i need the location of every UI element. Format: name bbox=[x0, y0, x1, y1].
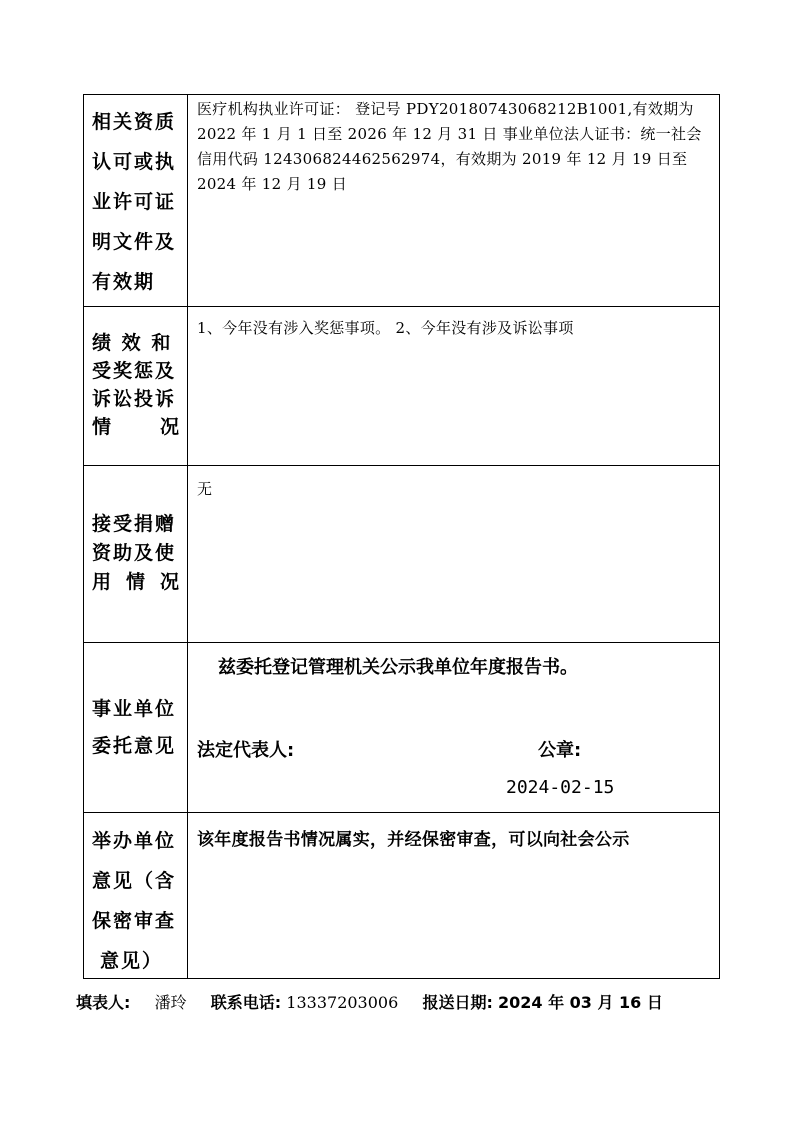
entrust-date: 2024-02-15 bbox=[506, 777, 615, 798]
donation-label-line: 用 情 况 bbox=[92, 571, 181, 593]
qualification-label-line: 相关资质 bbox=[92, 111, 177, 133]
label-cell-sponsor bbox=[84, 813, 188, 979]
label-cell-qualification bbox=[84, 95, 188, 307]
sponsor-label-line: 意见） bbox=[100, 950, 164, 972]
qualification-label-line: 认可或执 bbox=[92, 151, 177, 173]
content-cell-donation bbox=[188, 466, 720, 643]
content-cell-sponsor bbox=[188, 813, 720, 979]
content-cell-performance bbox=[188, 307, 720, 466]
label-cell-donation bbox=[84, 466, 188, 643]
donation-content: 无 bbox=[197, 480, 213, 498]
qualification-label-line: 业许可证 bbox=[92, 191, 177, 213]
qualification-label-line: 明文件及 bbox=[92, 231, 177, 253]
phone-label: 联系电话: bbox=[210, 993, 282, 1012]
filler-name: 潘玲 bbox=[154, 993, 187, 1012]
label-cell-performance bbox=[84, 307, 188, 466]
qualification-label-line: 有效期 bbox=[92, 271, 156, 293]
row-qualification bbox=[84, 95, 720, 307]
content-cell-entrust bbox=[188, 643, 720, 813]
performance-label-line: 诉讼投诉 bbox=[92, 388, 177, 410]
row-performance bbox=[84, 307, 720, 466]
filler-label: 填表人: bbox=[76, 993, 131, 1012]
row-entrust bbox=[84, 643, 720, 813]
donation-label bbox=[92, 510, 181, 597]
content-cell-qualification bbox=[188, 95, 720, 307]
qualification-content: 医疗机构执业许可证： 登记号 PDY20180743068212B1001,有效期为 2022 年 1 月 1 日至 2026 年 12 月 31 日 事业单位法人证书：统一社会信用代码 124306824462562974，有效期为 2019 年 12 月 19 日至 2024 年 12 月 19 日 bbox=[197, 100, 702, 193]
sponsor-label-line: 举办单位 bbox=[92, 830, 177, 852]
sponsor-label bbox=[92, 821, 181, 981]
entrust-label-line: 委托意见 bbox=[92, 735, 177, 757]
sponsor-content: 该年度报告书情况属实，并经保密审查，可以向社会公示 bbox=[197, 830, 630, 850]
sponsor-label-line: 意见（含 bbox=[92, 870, 177, 892]
legal-representative-label: 法定代表人: bbox=[197, 740, 295, 761]
performance-content: 1、今年没有涉入奖惩事项。 2、今年没有涉及诉讼事项 bbox=[197, 319, 574, 337]
label-cell-entrust bbox=[84, 643, 188, 813]
entrust-label-line: 事业单位 bbox=[92, 698, 177, 720]
donation-label-line: 接受捐赠 bbox=[92, 513, 177, 535]
entrust-statement: 兹委托登记管理机关公示我单位年度报告书。 bbox=[218, 657, 578, 678]
submit-date-label: 报送日期: bbox=[422, 993, 493, 1012]
official-seal-label: 公章: bbox=[538, 740, 582, 761]
form-footer bbox=[76, 990, 663, 1013]
phone-value: 13337203006 bbox=[286, 993, 399, 1012]
sponsor-label-line: 保密审查 bbox=[92, 910, 177, 932]
row-sponsor bbox=[84, 813, 720, 979]
annual-report-table bbox=[83, 94, 720, 979]
donation-label-line: 资助及使 bbox=[92, 542, 177, 564]
submit-date-value: 2024 年 03 月 16 日 bbox=[497, 993, 663, 1012]
performance-label-line: 绩 效 和 bbox=[92, 332, 173, 354]
qualification-label bbox=[92, 102, 181, 302]
performance-label-line: 情 况 bbox=[92, 416, 181, 438]
entrust-label bbox=[92, 691, 181, 765]
performance-label bbox=[92, 329, 181, 441]
performance-label-line: 受奖惩及 bbox=[92, 360, 177, 382]
row-donation bbox=[84, 466, 720, 643]
